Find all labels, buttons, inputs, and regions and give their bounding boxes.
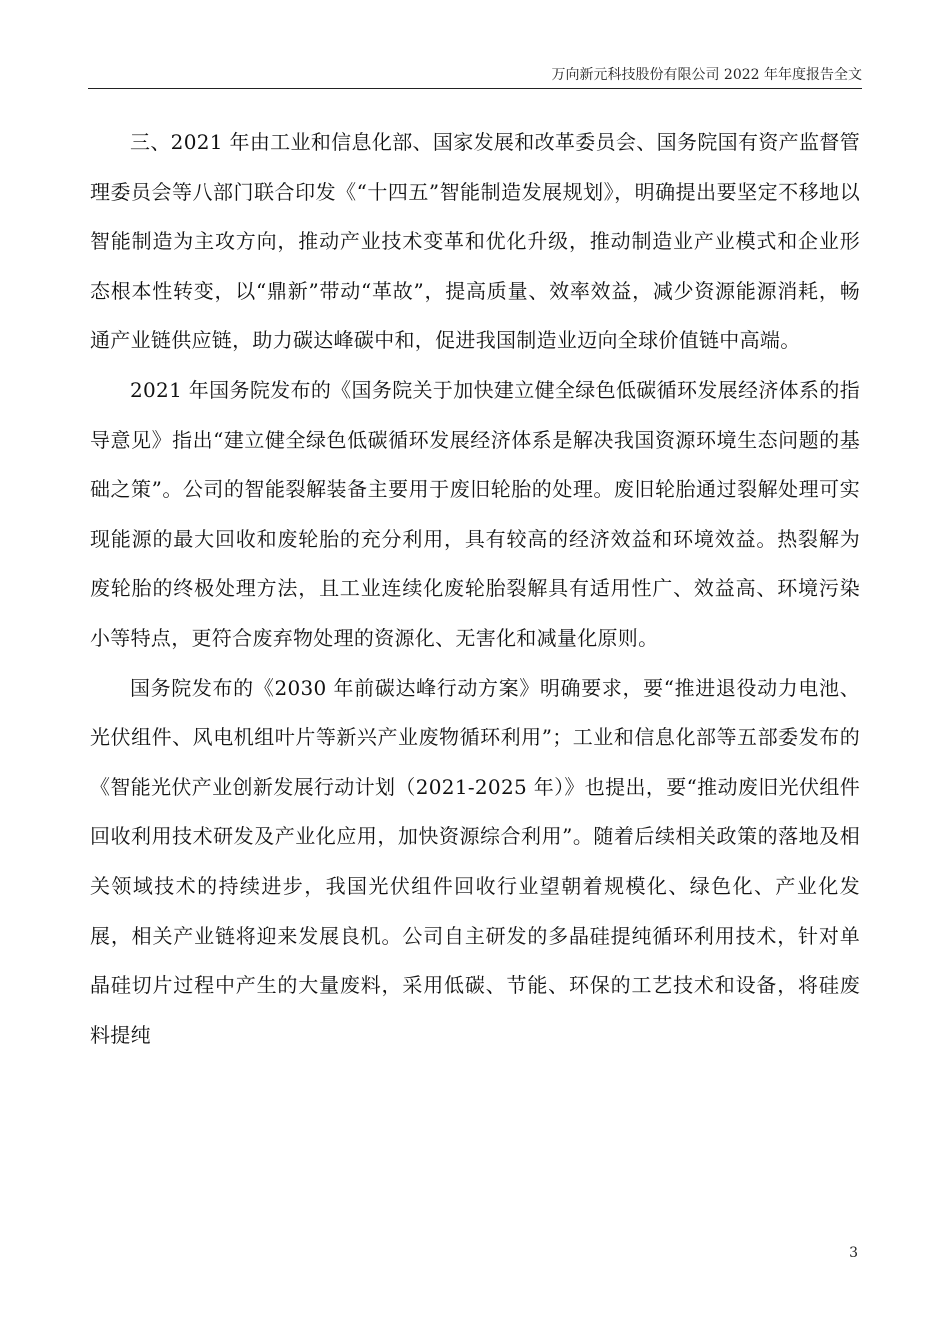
page-number: 3 xyxy=(849,1245,858,1261)
paragraph-policy-carbon-peak: 国务院发布的《2030 年前碳达峰行动方案》明确要求，要“推进退役动力电池、光伏组件、风电机组叶片等新兴产业废物循环利用”；工业和信息化部等五部委发布的《智能光伏产业创新发展行动计划（2021-2025 年）》也提出，要“推动废旧光伏组件回收利用技术研发及产业化应用，加快资源综合利用”。随着后续相关政策的落地及相关领域技术的持续进步，我国光伏组件回收行业望朝着规模化、绿色化、产业化发展，相关产业链将迎来发展良机。公司自主研发的多晶硅提纯循环利用技术，针对单晶硅切片过程中产生的大量废料，采用低碳、节能、环保的工艺技术和设备，将硅废料提纯 xyxy=(90,675,860,1047)
paragraph-policy-intelligent-manufacturing: 三、2021 年由工业和信息化部、国家发展和改革委员会、国务院国有资产监督管理委员会等八部门联合印发《“十四五”智能制造发展规划》，明确提出要坚定不移地以智能制造为主攻方向，推动产业技术变革和优化升级，推动制造业产业模式和企业形态根本性转变，以“鼎新”带动“革故”，提高质量、效率效益，减少资源能源消耗，畅通产业链供应链，助力碳达峰碳中和，促进我国制造业迈向全球价值链中高端。 xyxy=(90,130,860,353)
header-divider xyxy=(88,88,862,89)
report-header-title: 万向新元科技股份有限公司 2022 年年度报告全文 xyxy=(551,67,862,83)
document-body xyxy=(90,118,860,1060)
paragraph-policy-green-low-carbon: 2021 年国务院发布的《国务院关于加快建立健全绿色低碳循环发展经济体系的指导意见》指出“建立健全绿色低碳循环发展经济体系是解决我国资源环境生态问题的基础之策”。公司的智能裂解装备主要用于废旧轮胎的处理。废旧轮胎通过裂解处理可实现能源的最大回收和废轮胎的充分利用，具有较高的经济效益和环境效益。热裂解为废轮胎的终极处理方法，且工业连续化废轮胎裂解具有适用性广、效益高、环境污染小等特点，更符合废弃物处理的资源化、无害化和减量化原则。 xyxy=(90,377,860,650)
